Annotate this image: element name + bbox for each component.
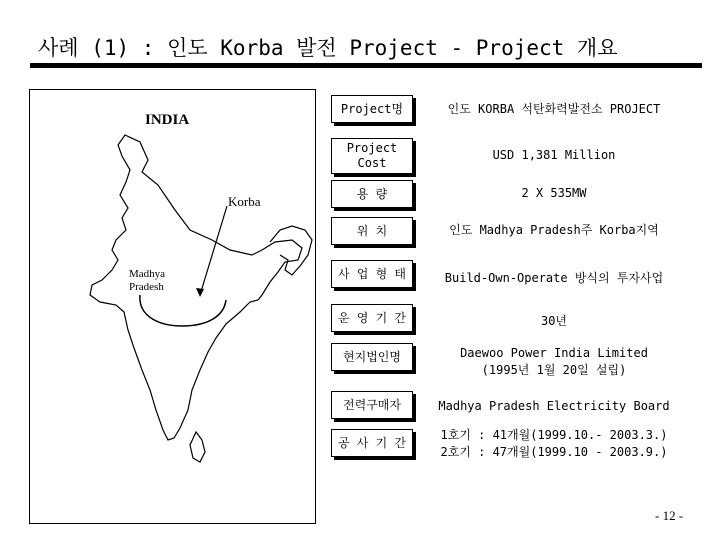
row-value-project-cost: USD 1,381 Million [492, 147, 616, 162]
row-value-capacity: 2 X 535MW [521, 185, 587, 200]
row-label-location: 위 치 [331, 217, 413, 245]
row-label-power-purchaser: 전력구매자 [331, 391, 413, 419]
india-map-graphic [30, 90, 315, 523]
row-value-power-purchaser: Madhya Pradesh Electricity Board [438, 398, 670, 413]
page-number: - 12 - [655, 508, 684, 523]
city-label: Korba [228, 194, 261, 209]
state-label: Madhya Pradesh [129, 268, 166, 293]
row-label-project-name: Project명 [331, 95, 413, 123]
row-label-construction-period: 공 사 기 간 [331, 429, 413, 457]
row-label-project-cost: Project Cost [331, 138, 413, 174]
sri-lanka-outline [190, 432, 205, 462]
row-value-operation-period: 30년 [540, 313, 568, 328]
row-value-business-type: Build-Own-Operate 방식의 투자사업 [444, 270, 664, 285]
korba-arrow-head [196, 288, 204, 297]
row-value-construction-period: 1호기 : 41개월(1999.10.- 2003.3.) 2호기 : 47개월(1999.10 - 2003.9.) [440, 428, 668, 459]
india-outline [90, 135, 302, 440]
row-value-project-name: 인도 KORBA 석탄화력발전소 PROJECT [447, 101, 661, 116]
india-map-panel [29, 89, 316, 524]
row-value-location: 인도 Madhya Pradesh주 Korba지역 [449, 222, 659, 237]
northeast-outline [270, 226, 312, 275]
madhya-pradesh-curve [140, 295, 226, 326]
title-underline [30, 63, 702, 68]
row-value-local-entity: Daewoo Power India Limited (1995년 1월 20일 설립) [460, 346, 648, 377]
row-label-business-type: 사 업 형 태 [331, 260, 413, 288]
row-label-local-entity: 현지법인명 [331, 343, 413, 371]
country-label: INDIA [145, 112, 190, 128]
row-label-capacity: 용 량 [331, 180, 413, 208]
korba-arrow-line [200, 206, 227, 295]
row-label-operation-period: 운 영 기 간 [331, 304, 413, 332]
slide-title: 사례 (1) : 인도 Korba 발전 Project - Project 개요 [38, 36, 618, 60]
